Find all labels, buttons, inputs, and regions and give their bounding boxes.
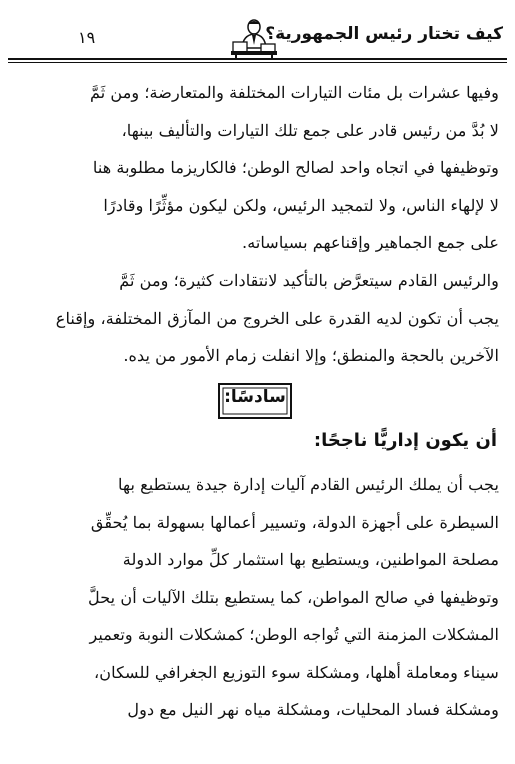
text-line: ومشكلة فساد المحليات، ومشكلة مياه نهر النيل مع دول: [127, 700, 499, 719]
text-line: وتوظيفها في اتجاه واحد لصالح الوطن؛ فالكاريزما مطلوبة هنا: [92, 158, 499, 177]
paragraph-3: [16, 466, 499, 729]
section-heading: أن يكون إداريًّا ناجحًا:: [313, 430, 497, 451]
text-line: يجب أن تكون لديه القدرة على الخروج من المآزق المختلفة، وإقناع: [55, 308, 499, 328]
page-header: [8, 18, 507, 62]
text-line: لا لإلهاء الناس، ولا لتمجيد الرئيس، ولكن ليكون مؤثِّرًا وقادرًا: [103, 195, 499, 215]
text-line: مصلحة المواطنين، ويستطيع بها استثمار كلِّ موارد الدولة: [122, 550, 499, 569]
text-line: السيطرة على أجهزة الدولة، وتسيير أعمالها بسهولة بما يُحقِّق: [90, 512, 499, 532]
text-line: على جمع الجماهير وإقناعهم بسياساته.: [242, 233, 499, 252]
text-line: المشكلات المزمنة التي تُواجه الوطن؛ كمشكلات النوبة وتعمير: [89, 625, 499, 644]
running-title: كيف تختار رئيس الجمهورية؟: [265, 24, 503, 44]
section-label-box: [218, 383, 292, 419]
header-rule-thin: [8, 62, 507, 63]
text-line: سيناء ومعاملة أهلها، ومشكلة سوء التوزيع الجغرافي للسكان،: [94, 662, 499, 682]
text-line: لا بُدَّ من رئيس قادر على جمع تلك التيارات والتأليف بينها،: [121, 120, 499, 140]
text-line: وفيها عشرات بل مئات التيارات المختلفة والمتعارضة؛ ومن ثَمَّ: [90, 83, 499, 102]
paragraph-2: [16, 262, 499, 375]
section-label: سادسًا:: [224, 387, 286, 407]
text-line: وتوظيفها في صالح المواطن، كما يستطيع بتلك الآليات أن يحلَّ: [87, 587, 499, 607]
text-line: يجب أن يملك الرئيس القادم آليات إدارة جيدة يستطيع بها: [118, 475, 499, 494]
paragraph-1: [16, 74, 499, 262]
text-line: والرئيس القادم سيتعرَّض بالتأكيد لانتقادات كثيرة؛ ومن ثَمَّ: [119, 271, 499, 290]
header-rule: [8, 58, 507, 60]
text-line: الآخرين بالحجة والمنطق؛ وإلا انفلت زمام الأمور من يده.: [123, 346, 499, 365]
page-number: ١٩: [78, 28, 96, 47]
